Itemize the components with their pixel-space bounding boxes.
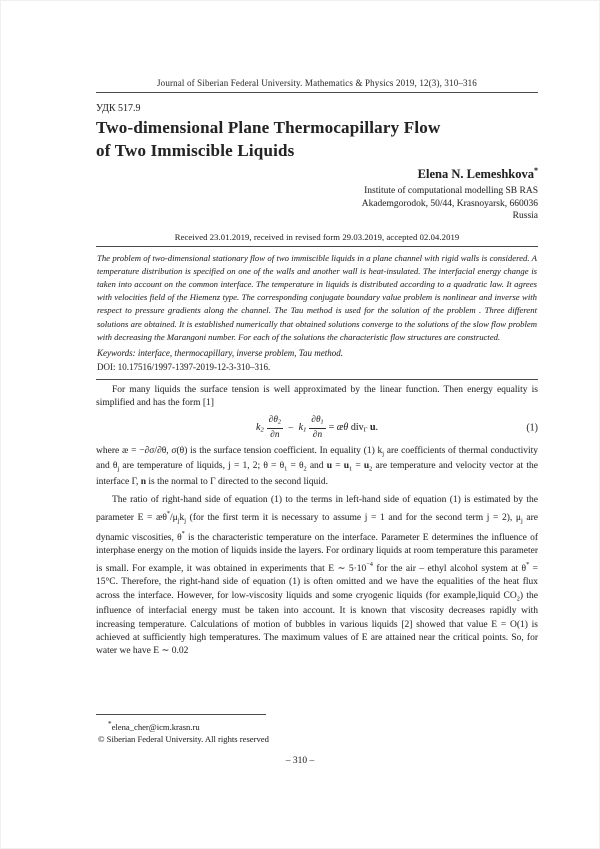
affiliation-line-country: Russia (512, 211, 538, 222)
abstract-text: The problem of two-dimensional stationary flow of two immiscible liquids in a plane channel with rigid walls is considered. A temperature distribution is specified on one of the walls and another wall is heat-insulated. The interfacial energy change is taken into account on the common interface. The temperature in liquids is distributed according to a quadratic law. It agrees with velocities field of the Hiemenz type. The corresponding conjugate boundary value problem is nonlinear and inverse with respect to pressure gradients along the channel. The Tau method is used for the solution of the problem . Three different solutions are obtained. It is established numerically that obtained solutions converge to the solutions of the slow flow problem with decreasing the Marangoni number. For each of the solutions the characteristic flow structures are constructed. (97, 252, 537, 342)
author-footnote-mark: * (534, 166, 538, 175)
footnote-mark: * (108, 720, 112, 728)
eq-frac1-numerator: ∂θ2 (267, 415, 283, 428)
doi-text: 10.17516/1997-1397-2019-12-3-310–316. (117, 362, 271, 373)
paper-title-line2: of Two Immiscible Liquids (96, 141, 295, 160)
eq-frac1-denominator: ∂n (270, 429, 280, 440)
footnote-email-text: elena_cher@icm.krasn.ru (111, 721, 200, 732)
journal-header: Journal of Siberian Federal University. Mathematics & Physics 2019, 12(3), 310–316 (157, 78, 477, 88)
body-paragraph-2: where æ = −∂σ/∂θ, σ(θ) is the surface tension coefficient. In equality (1) $k_j$ are coefficients of thermal conductivity and $\theta_j$ are temperature of liquids, j = 1, 2; $\theta = \theta_1 = \theta_2$ and $u = u_1 = u_2$ are temperature and velocity vector at the interface Γ, n is the normal to Γ directed to the second liquid. (96, 445, 538, 488)
eq-minus-operator: − (287, 422, 294, 434)
equation-number: (1) (526, 422, 538, 434)
author-block (96, 166, 538, 223)
udk-code: УДК 517.9 (96, 103, 141, 114)
header-rule (96, 92, 538, 93)
affiliation-line-address: Akademgorodok, 50/44, Krasnoyarsk, 660036 (361, 198, 538, 209)
eq-frac2-numerator: ∂θ1 (309, 415, 325, 428)
footnote-rule (96, 714, 266, 715)
content-column (96, 0, 538, 712)
footnote-email-line (108, 718, 538, 733)
abstract-block (96, 246, 538, 380)
eq-term-k1: k1 (298, 422, 307, 434)
keywords-text: interface, thermocapillary, inverse problem, Tau method. (137, 348, 343, 359)
eq-fraction-2 (309, 415, 325, 440)
paper-title (96, 116, 538, 162)
doi-line (97, 361, 537, 373)
received-dates-line: Received 23.01.2019, received in revised form 29.03.2019, accepted 02.04.2019 (174, 231, 460, 242)
equation-body (256, 415, 378, 440)
paper-title-line1: Two-dimensional Plane Thermocapillary Flow (96, 118, 441, 137)
doi-label: DOI: (97, 362, 116, 373)
eq-term-k2: k2 (256, 422, 264, 434)
author-name-text: Elena N. Lemeshkova (417, 167, 534, 182)
footnote-block (96, 714, 538, 746)
body-paragraph-3: The ratio of right-hand side of equation (1) to the terms in left-hand side of equation (1) is estimated by the parameter $E = æ\theta^*/\mu_jk_j$ (for the first term it is necessary to assume j = 1 and for the second term j = 2), $\mu_j$ are dynamic viscosities, θ* is the characteristic temperature on the interface. Parameter E determines the influence of interphase energy on the motion of liquids inside the layers. For ordinary liquids at room temperature this parameter is small. For example, it was obtained in experiments that E ∼ $5\cdot 10^{-4}$ for the air – ethyl alcohol system at θ* = 15°C. Therefore, the right-hand side of equation (1) is often omitted and we have the equalities of the heat flux across the interface. However, for low-viscosity liquids and some cryogenic liquids (for example,liquid $CO_2$) the influence of interfacial energy must be taken into account. It is known that viscosity decreases rapidly with increasing temperature. Calculations of motion of bubbles in various liquids [2] showed that value E = O(1) is achieved at sufficiently high temperatures. The maximum values of E are attained near the critical points. So, for water we have E ∼ 0.02 (96, 494, 538, 657)
eq-frac2-denominator: ∂n (312, 429, 323, 440)
eq-right-hand-side: = æθ divΓ u. (328, 422, 378, 434)
body-paragraph-1: For many liquids the surface tension is well approximated by the linear function. Then energy equality is simplified and has the form [1] (96, 385, 538, 409)
keywords-line (97, 347, 537, 359)
equation-1 (96, 415, 538, 440)
keywords-label: Keywords: (97, 348, 136, 359)
eq-fraction-1 (267, 415, 283, 440)
affiliation-line-institute: Institute of computational modelling SB RAS (364, 186, 538, 197)
page-number: – 310 – (285, 756, 315, 766)
author-name (96, 166, 538, 182)
copyright-line: © Siberian Federal University. All rights reserved (98, 734, 269, 745)
